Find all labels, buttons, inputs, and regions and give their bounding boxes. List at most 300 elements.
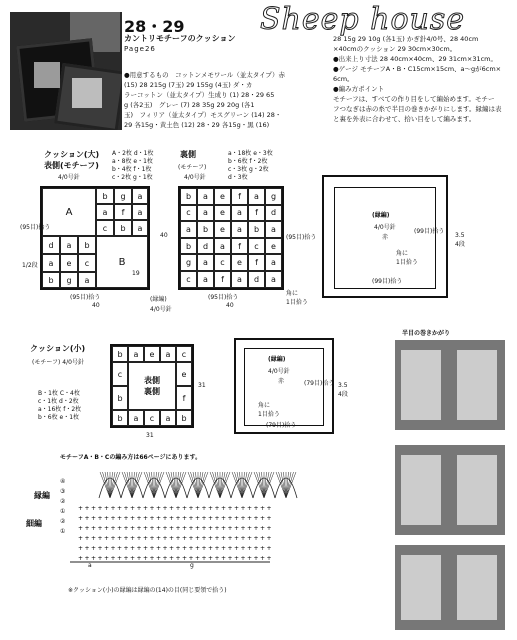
motif-cell: f [248, 254, 265, 271]
motif-cell: c [180, 205, 197, 222]
stitch-mark: + [169, 535, 175, 542]
count-line: b・4枚 f・1枚 [112, 166, 152, 173]
stitch-mark: + [149, 525, 155, 532]
stitch-mark: + [123, 515, 129, 522]
stitch-mark: + [195, 525, 201, 532]
stitch-mark: + [214, 525, 220, 532]
stitch-mark: + [156, 515, 162, 522]
stitch-mark: + [78, 515, 84, 522]
motif-cell: g [60, 272, 78, 288]
stitch-mark: + [130, 525, 136, 532]
stitch-mark: + [117, 545, 123, 552]
bottom-mark: g [190, 562, 194, 569]
stitch-mark: + [143, 555, 149, 562]
materials-line: ラーコットン（並太タイプ）生成り (1) 28・29 65 [124, 91, 275, 99]
stitch-mark: + [97, 555, 103, 562]
motif-cell: e [176, 362, 192, 386]
stitch-mark: + [162, 555, 168, 562]
stitch-mark: + [123, 545, 129, 552]
stitch-mark: + [175, 515, 181, 522]
stitch-mark: + [188, 545, 194, 552]
edging-needle: 4/0号針 [268, 368, 290, 375]
stitch-mark: + [208, 515, 214, 522]
stitch-mark: + [78, 545, 84, 552]
fuchi-label: (縁編) [150, 296, 167, 303]
large-needle: 4/0号針 [58, 174, 80, 181]
stitch-mark: + [188, 515, 194, 522]
motif-cell: c [78, 254, 96, 272]
stitch-mark: + [227, 515, 233, 522]
stitch-mark: + [247, 555, 253, 562]
motif-cell: b [42, 272, 60, 288]
motif-cell: e [214, 188, 231, 205]
stitch-mark: + [91, 525, 97, 532]
small-grid [110, 344, 194, 428]
stitch-mark: + [240, 555, 246, 562]
motif-cell: e [214, 221, 231, 238]
fan-stitch [105, 472, 110, 498]
stitch-mark: + [117, 515, 123, 522]
motif-cell: c [180, 271, 197, 288]
motif-cell: a [231, 271, 248, 288]
stitch-mark: + [162, 545, 168, 552]
stitch-mark: + [234, 525, 240, 532]
dim-label: 40 [226, 302, 234, 309]
stitch-mark: + [110, 505, 116, 512]
motif-cell: a [132, 188, 148, 204]
stitch-mark: + [182, 555, 188, 562]
pattern-title: カントリモチーフのクッション [124, 34, 236, 43]
stitch-mark: + [208, 525, 214, 532]
stitch-mark: + [149, 545, 155, 552]
fan-stitch [237, 472, 242, 498]
stitch-mark: + [78, 505, 84, 512]
stitch-mark: + [247, 535, 253, 542]
stitch-mark: + [266, 505, 272, 512]
materials-line: 玉) フィリア（並太タイプ）モスグリーン (14) 28・ [124, 111, 282, 119]
stitch-mark: + [104, 525, 110, 532]
stitch-mark: + [91, 545, 97, 552]
stitch-mark: + [84, 535, 90, 542]
stitch-mark: + [169, 515, 175, 522]
stitch-mark: + [123, 505, 129, 512]
stitch-mark: + [97, 535, 103, 542]
motif-cell: c [96, 220, 114, 236]
stitch-mark: + [266, 535, 272, 542]
edging-corner: 角に 1目拾う [258, 402, 280, 418]
edging-side: (79目)拾う [304, 380, 335, 387]
stitch-mark: + [162, 535, 168, 542]
fan-stitch [198, 472, 203, 498]
motif-cell: a [42, 254, 60, 272]
motif-cell: d [248, 271, 265, 288]
stitch-mark: + [136, 545, 142, 552]
motif-cell: c [112, 362, 128, 386]
motif-cell: a [128, 410, 144, 426]
stitch-mark: + [143, 505, 149, 512]
materials-line: g (各2玉) グレー (7) 28 35g 29 20g (各1 [124, 101, 255, 109]
stitch-mark: + [156, 525, 162, 532]
stitch-mark: + [104, 545, 110, 552]
motif-cell: f [231, 188, 248, 205]
edging-side: (99目)拾う [414, 228, 445, 235]
stitch-mark: + [201, 515, 207, 522]
info-line: と裏を外表に合わせて、拾い目をして編みます。 [333, 115, 476, 123]
stitch-mark: + [214, 545, 220, 552]
stitch-mark: + [221, 545, 227, 552]
stitch-mark: + [201, 505, 207, 512]
motif-cell: a [197, 205, 214, 222]
motif-cell: e [60, 254, 78, 272]
stitch-mark: + [84, 555, 90, 562]
stitch-mark: + [110, 535, 116, 542]
stitch-mark: + [84, 505, 90, 512]
edging-title: (縁編) [268, 356, 286, 363]
cushion-photo [10, 12, 122, 130]
count-line: b・6枚 e・1枚 [38, 414, 80, 421]
edging-bottom: (99目)拾う [372, 278, 403, 285]
motif-cell: a [248, 188, 265, 205]
row-mark: ② [60, 498, 66, 505]
stitch-mark: + [247, 525, 253, 532]
stitch-mark: + [266, 555, 272, 562]
fan-stitch [127, 472, 132, 498]
info-line: 28 15g 29 10g (各1玉) かぎ針4/0号、28 40cm [333, 35, 479, 43]
back-title: 裏側 [180, 150, 196, 159]
stitch-mark: + [240, 525, 246, 532]
motif-cell: f [248, 205, 265, 222]
edging-color: 赤 [382, 234, 389, 241]
stitch-mark: + [136, 525, 142, 532]
row-mark: ③ [60, 488, 66, 495]
motif-cell: a [214, 238, 231, 255]
edging-title: (縁編) [372, 212, 390, 219]
detail-title: 半目の巻きかがり [402, 330, 451, 337]
motif-cell: b [180, 188, 197, 205]
fan-stitch [286, 472, 291, 498]
stitch-mark: + [227, 545, 233, 552]
stitch-mark: + [78, 555, 84, 562]
stitch-mark: + [156, 545, 162, 552]
fan-stitch [259, 472, 264, 498]
stitch-mark: + [130, 535, 136, 542]
dim-label: (95目)拾う [208, 294, 239, 301]
motif-cell: f [231, 238, 248, 255]
stitch-mark: + [104, 535, 110, 542]
motif-cell: a [197, 271, 214, 288]
stitch-mark: + [162, 525, 168, 532]
stitch-mark: + [201, 525, 207, 532]
fan-stitch [193, 472, 198, 498]
stitch-mark: + [221, 515, 227, 522]
fan-stitch [264, 472, 269, 498]
stitch-mark: + [260, 515, 266, 522]
stitch-mark: + [195, 545, 201, 552]
info-line: モチーフは、すべての作り目をして編始めます。モチー [333, 95, 495, 103]
stitch-mark: + [149, 515, 155, 522]
dim-label: 40 [160, 232, 168, 239]
detail-photo-2 [395, 445, 505, 535]
stitch-mark: + [188, 505, 194, 512]
stitch-mark: + [175, 555, 181, 562]
stitch-mark: + [156, 555, 162, 562]
motif-cell: a [60, 236, 78, 254]
count-line: a・18枚 e・3枚 [228, 150, 273, 157]
stitch-mark: + [97, 525, 103, 532]
stitch-mark: + [253, 535, 259, 542]
materials-line: 29 各15g・黄土色 (12) 28・29 各15g・黒 (16) [124, 121, 270, 129]
stitch-mark: + [221, 525, 227, 532]
stitch-mark: + [227, 535, 233, 542]
stitch-mark: + [169, 505, 175, 512]
fuchi-needle: 4/0号針 [150, 306, 172, 313]
motif-cell: a [265, 254, 282, 271]
motif-cell: g [265, 188, 282, 205]
stitch-mark: + [169, 545, 175, 552]
stitch-mark: + [253, 545, 259, 552]
stitch-mark: + [240, 535, 246, 542]
info-line: フつなぎは赤の糸で半目の巻きかがりにします。縁編は表 [333, 105, 502, 113]
stitch-mark: + [84, 525, 90, 532]
fan-stitch [110, 472, 115, 498]
large-front-title: 表側(モチーフ) [44, 161, 99, 170]
stitch-mark: + [110, 515, 116, 522]
stitch-mark: + [136, 535, 142, 542]
fine-label: 細編 [26, 519, 42, 528]
stitch-mark: + [104, 515, 110, 522]
count-line: d・3枚 [228, 174, 248, 181]
stitch-mark: + [260, 545, 266, 552]
dim-label: 19 [132, 270, 140, 277]
page-ref: Page26 [124, 45, 156, 53]
stitch-mark: + [117, 535, 123, 542]
edging-corner: 角に 1目拾う [396, 250, 418, 266]
motif-cell: c [144, 410, 160, 426]
stitch-mark: + [260, 535, 266, 542]
stitch-mark: + [214, 515, 220, 522]
stitch-mark: + [162, 515, 168, 522]
motif-cell: c [214, 254, 231, 271]
row-mark: ② [60, 518, 66, 525]
stitch-mark: + [123, 555, 129, 562]
motif-cell: a [231, 205, 248, 222]
motif-cell: a [132, 204, 148, 220]
stitch-mark: + [234, 535, 240, 542]
stitch-mark: + [143, 545, 149, 552]
motif-cell: g [114, 188, 132, 204]
stitch-mark: + [266, 515, 272, 522]
info-line: 6cm。 [333, 75, 354, 83]
stitch-mark: + [182, 535, 188, 542]
stitch-mark: + [169, 525, 175, 532]
count-line: c・3枚 g・2枚 [228, 166, 269, 173]
stitch-mark: + [78, 525, 84, 532]
stitch-mark: + [195, 555, 201, 562]
fan-stitch [242, 472, 247, 498]
count-line: c・2枚 g・1枚 [112, 174, 153, 181]
dim-label: 40 [92, 302, 100, 309]
stitch-mark: + [182, 545, 188, 552]
stitch-mark: + [260, 525, 266, 532]
stitch-mark: + [234, 545, 240, 552]
stitch-mark: + [123, 535, 129, 542]
motif-cell: b [112, 386, 128, 410]
small-title: クッション(小) [30, 344, 86, 353]
center-label-front: 表側 [144, 376, 160, 385]
fan-stitch [132, 472, 137, 498]
stitch-mark: + [253, 525, 259, 532]
dim-label: (95目)拾う [20, 224, 51, 231]
row-mark: ④ [60, 478, 66, 485]
stitch-mark: + [208, 535, 214, 542]
stitch-mark: + [195, 505, 201, 512]
brand-logo: Sheep house [260, 2, 465, 37]
info-line: ●ゲージ モチーフA・B・C15cm×15cm、a〜gが6cm× [333, 65, 502, 73]
motif-cell: e [214, 205, 231, 222]
stitch-mark: + [117, 525, 123, 532]
materials-line: ●用意するもの コットンメモワール（並太タイプ）赤 [124, 71, 285, 79]
bottom-mark: a [88, 562, 92, 569]
motif-cell: c [248, 238, 265, 255]
stitch-mark: + [234, 515, 240, 522]
motif-cell: f [214, 271, 231, 288]
stitch-mark: + [214, 505, 220, 512]
stitch-mark: + [208, 545, 214, 552]
stitch-mark: + [175, 505, 181, 512]
stitch-mark: + [240, 515, 246, 522]
stitch-mark: + [162, 505, 168, 512]
materials-block [124, 70, 285, 130]
stitch-mark: + [234, 555, 240, 562]
motif-cell: c [176, 346, 192, 362]
motif-cell: g [180, 254, 197, 271]
stitch-mark: + [117, 505, 123, 512]
stitch-mark: + [169, 555, 175, 562]
motif-cell: b [112, 410, 128, 426]
stitch-mark: + [156, 535, 162, 542]
motif-cell: a [180, 221, 197, 238]
motif-cell: d [265, 205, 282, 222]
motif-cell: b [114, 220, 132, 236]
stitch-mark: + [97, 545, 103, 552]
motif-cell: a [160, 346, 176, 362]
stitch-mark: + [266, 525, 272, 532]
stitch-mark: + [149, 505, 155, 512]
dim-label: (95目)拾う [70, 294, 101, 301]
edging-bottom: (79目)拾う [266, 422, 297, 429]
motif-cell: b [112, 346, 128, 362]
info-line: ●編み方ポイント [333, 85, 385, 93]
center-label-back: 裏側 [144, 387, 160, 396]
edging-dim: 3.5 4段 [455, 232, 465, 248]
stitch-mark: + [110, 545, 116, 552]
motif-cell: B [96, 236, 148, 288]
fan-stitch [149, 472, 154, 498]
motif-cell: f [176, 386, 192, 410]
stitch-mark: + [149, 555, 155, 562]
motif-cell: a [231, 221, 248, 238]
stitch-mark: + [130, 505, 136, 512]
dim-label: 1/2段 [22, 262, 38, 269]
stitch-mark: + [195, 535, 201, 542]
stitch-mark: + [227, 555, 233, 562]
count-line: b・6枚 f・2枚 [228, 158, 268, 165]
stitch-mark: + [201, 535, 207, 542]
info-line: ●出来上り寸法 28 40cm×40cm、29 31cm×31cm。 [333, 55, 498, 63]
stitch-mark: + [201, 555, 207, 562]
info-line: ×40cmのクッション 29 30cm×30cm。 [333, 45, 457, 53]
chart-note: モチーフA・B・Cの編み方は66ページにあります。 [60, 454, 202, 461]
stitch-mark: + [104, 555, 110, 562]
stitch-mark: + [97, 505, 103, 512]
motif-cell: d [197, 238, 214, 255]
stitch-mark: + [188, 525, 194, 532]
stitch-mark: + [201, 545, 207, 552]
motif-cell: e [265, 238, 282, 255]
stitch-mark: + [130, 555, 136, 562]
motif-cell: b [248, 221, 265, 238]
stitch-mark: + [221, 505, 227, 512]
stitch-mark: + [149, 535, 155, 542]
dim-label: (95目)拾う [286, 234, 317, 241]
stitch-mark: + [143, 515, 149, 522]
fan-stitch [154, 472, 159, 498]
stitch-mark: + [240, 545, 246, 552]
fan-stitch [171, 472, 176, 498]
edging-needle: 4/0号針 [374, 224, 396, 231]
stitch-mark: + [221, 535, 227, 542]
stitch-mark: + [130, 515, 136, 522]
stitch-mark: + [78, 535, 84, 542]
stitch-mark: + [182, 515, 188, 522]
footnote: ※クッション(小)の縁編は縁編の(14)の目(同じ要領で拾う) [68, 587, 227, 594]
motif-cell: d [42, 236, 60, 254]
stitch-mark: + [260, 505, 266, 512]
stitch-mark: + [227, 525, 233, 532]
dim-label: 31 [146, 432, 154, 439]
stitch-mark: + [91, 515, 97, 522]
count-line: a・8枚 e・1枚 [112, 158, 153, 165]
stitch-mark: + [123, 525, 129, 532]
fan-stitch [281, 472, 286, 498]
stitch-mark: + [221, 555, 227, 562]
stitch-mark: + [195, 515, 201, 522]
motif-cell: a [132, 220, 148, 236]
stitch-mark: + [117, 555, 123, 562]
stitch-mark: + [247, 505, 253, 512]
fan-stitch [220, 472, 225, 498]
back-grid-large [178, 186, 284, 290]
stitch-mark: + [234, 505, 240, 512]
stitch-mark: + [253, 505, 259, 512]
detail-photo-1 [395, 340, 505, 430]
row-mark: ① [60, 508, 66, 515]
back-needle: 4/0号針 [184, 174, 206, 181]
stitch-mark: + [143, 535, 149, 542]
materials-line: (15) 28 215g (7玉) 29 155g (4玉) ダ・カ [124, 81, 253, 89]
stitch-mark: + [260, 555, 266, 562]
motif-cell: e [144, 346, 160, 362]
stitch-mark: + [247, 545, 253, 552]
stitch-mark: + [266, 545, 272, 552]
motif-cell: b [197, 221, 214, 238]
stitch-mark: + [91, 555, 97, 562]
stitch-chart [70, 458, 300, 578]
motif-cell: b [176, 410, 192, 426]
edging-dim: 3.5 4段 [338, 382, 348, 398]
back-subtitle: (モチーフ) [178, 164, 207, 171]
motif-cell: a [96, 204, 114, 220]
